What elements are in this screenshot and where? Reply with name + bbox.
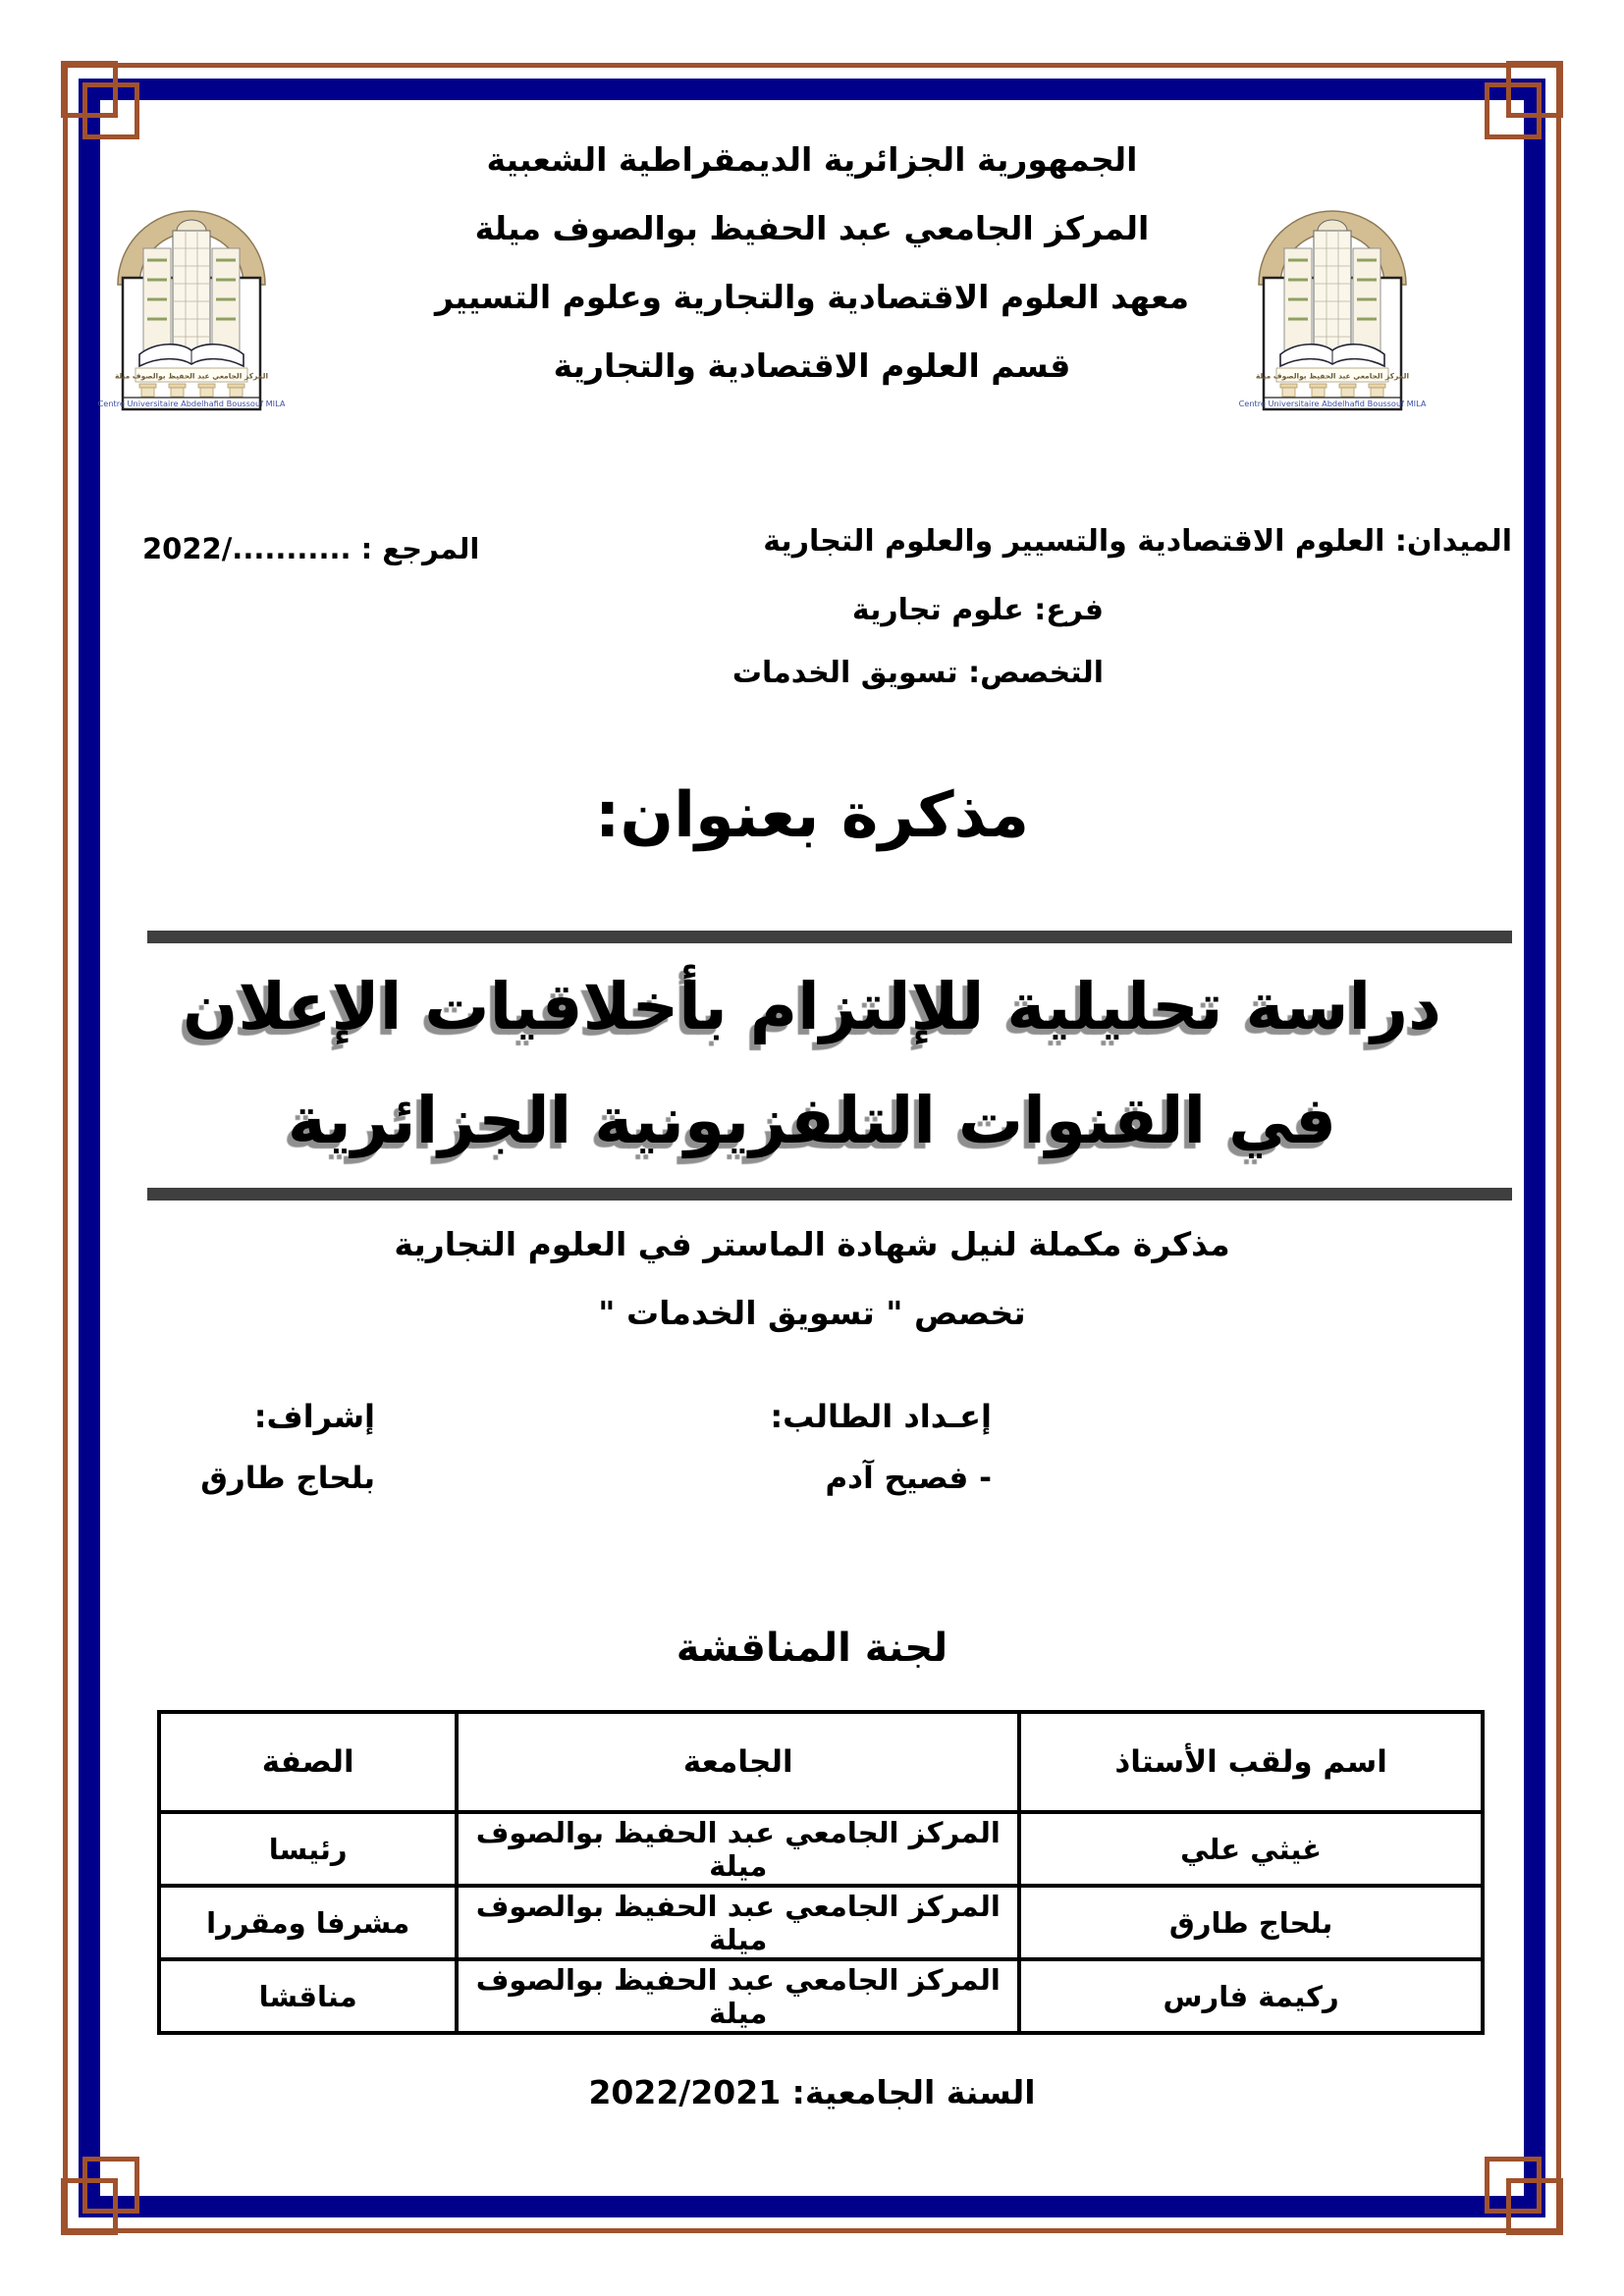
field-line: الميدان: العلوم الاقتصادية والتسيير والعلوم التجارية (763, 524, 1512, 559)
specialty-line: التخصص: تسويق الخدمات (731, 656, 1104, 690)
main-title (0, 950, 1624, 1178)
document-header (0, 126, 1624, 400)
logo-caption: Centre Universitaire Abdelhafid Boussouf MILA (1239, 399, 1426, 408)
column-header-role: الصفة (159, 1712, 457, 1812)
student-label: إعـداد الطالب: (770, 1398, 992, 1435)
university-cell: المركز الجامعي عبد الحفيظ بوالصوف ميلة (457, 1959, 1019, 2033)
student-block (770, 1398, 992, 1496)
supervisor-name: بلحاج طارق (200, 1461, 375, 1496)
logo-banner-text: المركز الجامعي عبد الحفيظ بوالصوف ميلة (114, 371, 269, 381)
branch-line: فرع: علوم تجارية (851, 593, 1104, 627)
main-title-line-2: في القنوات التلفزيونية الجزائرية (287, 1083, 1337, 1158)
institute-line: معهد العلوم الاقتصادية والتجارية وعلوم التسيير (434, 278, 1190, 316)
role-cell: مشرفا ومقررا (159, 1886, 457, 1959)
memo-heading: مذكرة بعنوان: (594, 779, 1030, 852)
subtitle-specialty: تخصص " تسويق الخدمات " (598, 1294, 1026, 1332)
table-header-row (159, 1712, 1483, 1812)
main-title-line-1: دراسة تحليلية للإلتزام بأخلاقيات الإعلان (183, 969, 1441, 1044)
academic-year: السنة الجامعية: 2022/2021 (588, 2073, 1036, 2111)
reference-line: المرجع : .........../2022 (142, 532, 480, 565)
department-line: قسم العلوم الاقتصادية والتجارية (553, 347, 1071, 385)
supervisor-block (200, 1398, 375, 1496)
professor-name-cell: بلحاج طارق (1019, 1886, 1483, 1959)
title-rule-top (147, 931, 1512, 943)
supervisor-label: إشراف: (253, 1398, 375, 1435)
corner-knot-icon (82, 2157, 139, 2214)
professor-name-cell: ركيمة فارس (1019, 1959, 1483, 2033)
column-header-university: الجامعة (457, 1712, 1019, 1812)
table-row (159, 1812, 1483, 1886)
student-name: - فصيح آدم (825, 1461, 992, 1496)
table-row (159, 1959, 1483, 2033)
logo-banner-text: المركز الجامعي عبد الحفيظ بوالصوف ميلة (1255, 371, 1410, 381)
university-cell: المركز الجامعي عبد الحفيظ بوالصوف ميلة (457, 1812, 1019, 1886)
professor-name-cell: غيثي علي (1019, 1812, 1483, 1886)
column-header-professor: اسم ولقب الأستاذ (1019, 1712, 1483, 1812)
subtitle-degree: مذكرة مكملة لنيل شهادة الماستر في العلوم التجارية (394, 1225, 1230, 1263)
university-cell: المركز الجامعي عبد الحفيظ بوالصوف ميلة (457, 1886, 1019, 1959)
role-cell: مناقشا (159, 1959, 457, 2033)
committee-table (157, 1710, 1485, 2035)
title-rule-bottom (147, 1188, 1512, 1201)
republic-line: الجمهورية الجزائرية الديمقراطية الشعبية (486, 140, 1138, 179)
role-cell: رئيسا (159, 1812, 457, 1886)
corner-knot-icon (1485, 2157, 1542, 2214)
logo-caption: Centre Universitaire Abdelhafid Boussouf MILA (98, 399, 285, 408)
committee-heading: لجنة المناقشة (676, 1626, 948, 1671)
table-row (159, 1886, 1483, 1959)
center-line: المركز الجامعي عبد الحفيظ بوالصوف ميلة (474, 209, 1150, 247)
